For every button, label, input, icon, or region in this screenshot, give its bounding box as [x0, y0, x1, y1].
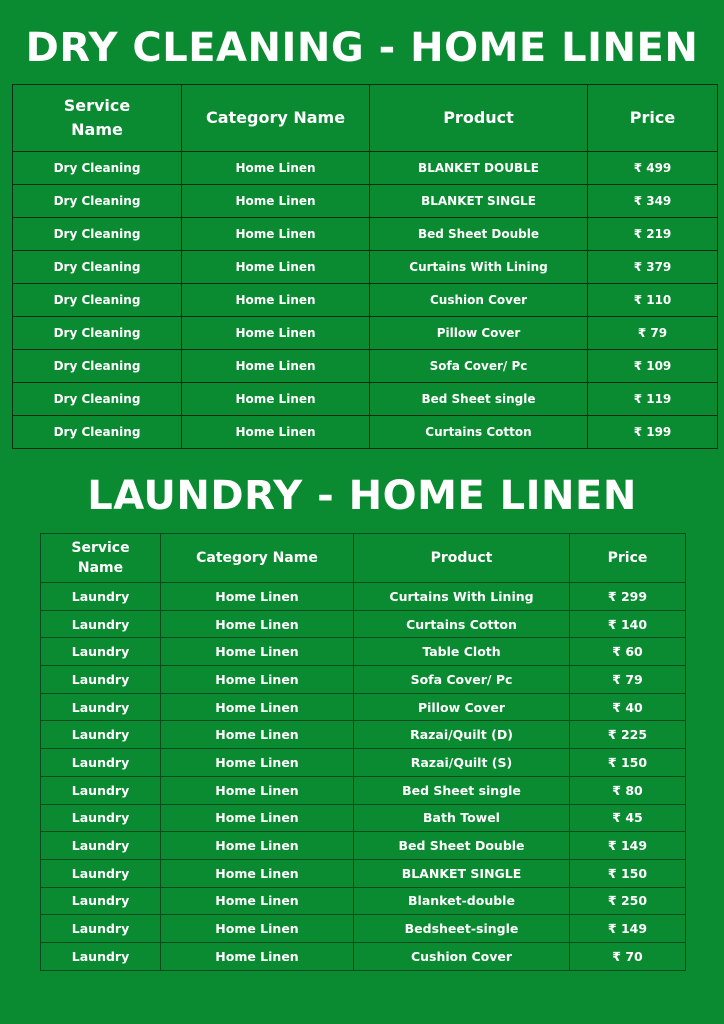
cell-category-name: Home Linen [182, 152, 370, 185]
table-row [41, 942, 686, 970]
cell-price: ₹ 299 [570, 583, 686, 611]
cell-price: ₹ 79 [570, 666, 686, 694]
cell-price: ₹ 70 [570, 942, 686, 970]
cell-product: BLANKET DOUBLE [370, 152, 588, 185]
cell-service-name: Laundry [41, 721, 161, 749]
cell-service-name: Laundry [41, 749, 161, 777]
cell-category-name: Home Linen [161, 721, 354, 749]
table-row [41, 638, 686, 666]
header-product: Product [370, 85, 588, 152]
cell-product: Pillow Cover [370, 317, 588, 350]
cell-category-name: Home Linen [161, 887, 354, 915]
cell-category-name: Home Linen [161, 693, 354, 721]
cell-service-name: Laundry [41, 942, 161, 970]
table-row [13, 185, 718, 218]
cell-price: ₹ 150 [570, 859, 686, 887]
cell-service-name: Dry Cleaning [13, 218, 182, 251]
header-service-name: Service Name [41, 534, 161, 583]
laundry-price-table [40, 533, 686, 971]
table-row [41, 583, 686, 611]
header-product: Product [354, 534, 570, 583]
table-row [13, 383, 718, 416]
cell-product: BLANKET SINGLE [370, 185, 588, 218]
cell-category-name: Home Linen [161, 804, 354, 832]
cell-price: ₹ 80 [570, 776, 686, 804]
cell-product: Sofa Cover/ Pc [354, 666, 570, 694]
cell-product: Bed Sheet single [370, 383, 588, 416]
dry-cleaning-title: DRY CLEANING - HOME LINEN [25, 25, 699, 71]
table-header-row [13, 85, 718, 152]
cell-service-name: Dry Cleaning [13, 152, 182, 185]
cell-price: ₹ 199 [588, 416, 718, 449]
table-row [13, 416, 718, 449]
cell-price: ₹ 150 [570, 749, 686, 777]
table-row [13, 251, 718, 284]
cell-service-name: Dry Cleaning [13, 416, 182, 449]
cell-service-name: Laundry [41, 610, 161, 638]
table-row [41, 832, 686, 860]
cell-product: Curtains Cotton [354, 610, 570, 638]
table-row [13, 284, 718, 317]
cell-category-name: Home Linen [161, 666, 354, 694]
header-category-name: Category Name [182, 85, 370, 152]
cell-product: Cushion Cover [370, 284, 588, 317]
cell-service-name: Dry Cleaning [13, 284, 182, 317]
table-row [41, 666, 686, 694]
cell-price: ₹ 499 [588, 152, 718, 185]
table-header-row [41, 534, 686, 583]
cell-category-name: Home Linen [182, 284, 370, 317]
cell-product: Bedsheet-single [354, 915, 570, 943]
header-service-name: Service Name [13, 85, 182, 152]
cell-product: Bath Towel [354, 804, 570, 832]
table-row [13, 218, 718, 251]
cell-category-name: Home Linen [161, 610, 354, 638]
cell-category-name: Home Linen [182, 251, 370, 284]
cell-category-name: Home Linen [182, 383, 370, 416]
cell-product: Bed Sheet Double [354, 832, 570, 860]
header-price: Price [588, 85, 718, 152]
cell-product: Curtains Cotton [370, 416, 588, 449]
cell-price: ₹ 250 [570, 887, 686, 915]
cell-category-name: Home Linen [161, 638, 354, 666]
table-row [41, 610, 686, 638]
cell-product: Blanket-double [354, 887, 570, 915]
cell-service-name: Dry Cleaning [13, 317, 182, 350]
cell-price: ₹ 140 [570, 610, 686, 638]
cell-service-name: Laundry [41, 638, 161, 666]
table-row [41, 749, 686, 777]
cell-service-name: Laundry [41, 859, 161, 887]
table-row [41, 804, 686, 832]
cell-product: Razai/Quilt (D) [354, 721, 570, 749]
cell-price: ₹ 149 [570, 915, 686, 943]
cell-category-name: Home Linen [161, 749, 354, 777]
cell-category-name: Home Linen [182, 350, 370, 383]
cell-service-name: Laundry [41, 666, 161, 694]
cell-price: ₹ 225 [570, 721, 686, 749]
cell-product: BLANKET SINGLE [354, 859, 570, 887]
dry-cleaning-price-table [12, 84, 718, 449]
cell-category-name: Home Linen [182, 185, 370, 218]
cell-category-name: Home Linen [161, 915, 354, 943]
cell-product: Razai/Quilt (S) [354, 749, 570, 777]
cell-service-name: Laundry [41, 832, 161, 860]
cell-service-name: Dry Cleaning [13, 185, 182, 218]
table-row [41, 776, 686, 804]
cell-product: Bed Sheet Double [370, 218, 588, 251]
dry-cleaning-rows [13, 152, 718, 449]
table-row [41, 721, 686, 749]
cell-price: ₹ 149 [570, 832, 686, 860]
cell-category-name: Home Linen [182, 317, 370, 350]
cell-category-name: Home Linen [161, 583, 354, 611]
table-row [41, 887, 686, 915]
cell-price: ₹ 60 [570, 638, 686, 666]
header-price: Price [570, 534, 686, 583]
cell-price: ₹ 45 [570, 804, 686, 832]
cell-price: ₹ 110 [588, 284, 718, 317]
table-row [13, 350, 718, 383]
cell-price: ₹ 40 [570, 693, 686, 721]
cell-service-name: Laundry [41, 776, 161, 804]
table-row [41, 859, 686, 887]
cell-product: Curtains With Lining [354, 583, 570, 611]
cell-price: ₹ 349 [588, 185, 718, 218]
cell-product: Bed Sheet single [354, 776, 570, 804]
laundry-rows [41, 583, 686, 971]
table-row [41, 693, 686, 721]
cell-service-name: Laundry [41, 693, 161, 721]
table-row [13, 152, 718, 185]
cell-price: ₹ 79 [588, 317, 718, 350]
cell-service-name: Dry Cleaning [13, 383, 182, 416]
table-row [13, 317, 718, 350]
cell-product: Curtains With Lining [370, 251, 588, 284]
cell-product: Cushion Cover [354, 942, 570, 970]
cell-price: ₹ 219 [588, 218, 718, 251]
cell-product: Pillow Cover [354, 693, 570, 721]
table-row [41, 915, 686, 943]
cell-category-name: Home Linen [161, 832, 354, 860]
cell-price: ₹ 379 [588, 251, 718, 284]
cell-service-name: Dry Cleaning [13, 350, 182, 383]
cell-service-name: Laundry [41, 583, 161, 611]
cell-service-name: Laundry [41, 887, 161, 915]
laundry-title: LAUNDRY - HOME LINEN [87, 473, 637, 519]
cell-product: Sofa Cover/ Pc [370, 350, 588, 383]
cell-category-name: Home Linen [182, 218, 370, 251]
cell-price: ₹ 119 [588, 383, 718, 416]
cell-product: Table Cloth [354, 638, 570, 666]
cell-category-name: Home Linen [161, 776, 354, 804]
cell-category-name: Home Linen [161, 859, 354, 887]
cell-category-name: Home Linen [182, 416, 370, 449]
cell-service-name: Dry Cleaning [13, 251, 182, 284]
cell-price: ₹ 109 [588, 350, 718, 383]
cell-service-name: Laundry [41, 915, 161, 943]
cell-category-name: Home Linen [161, 942, 354, 970]
cell-service-name: Laundry [41, 804, 161, 832]
header-category-name: Category Name [161, 534, 354, 583]
